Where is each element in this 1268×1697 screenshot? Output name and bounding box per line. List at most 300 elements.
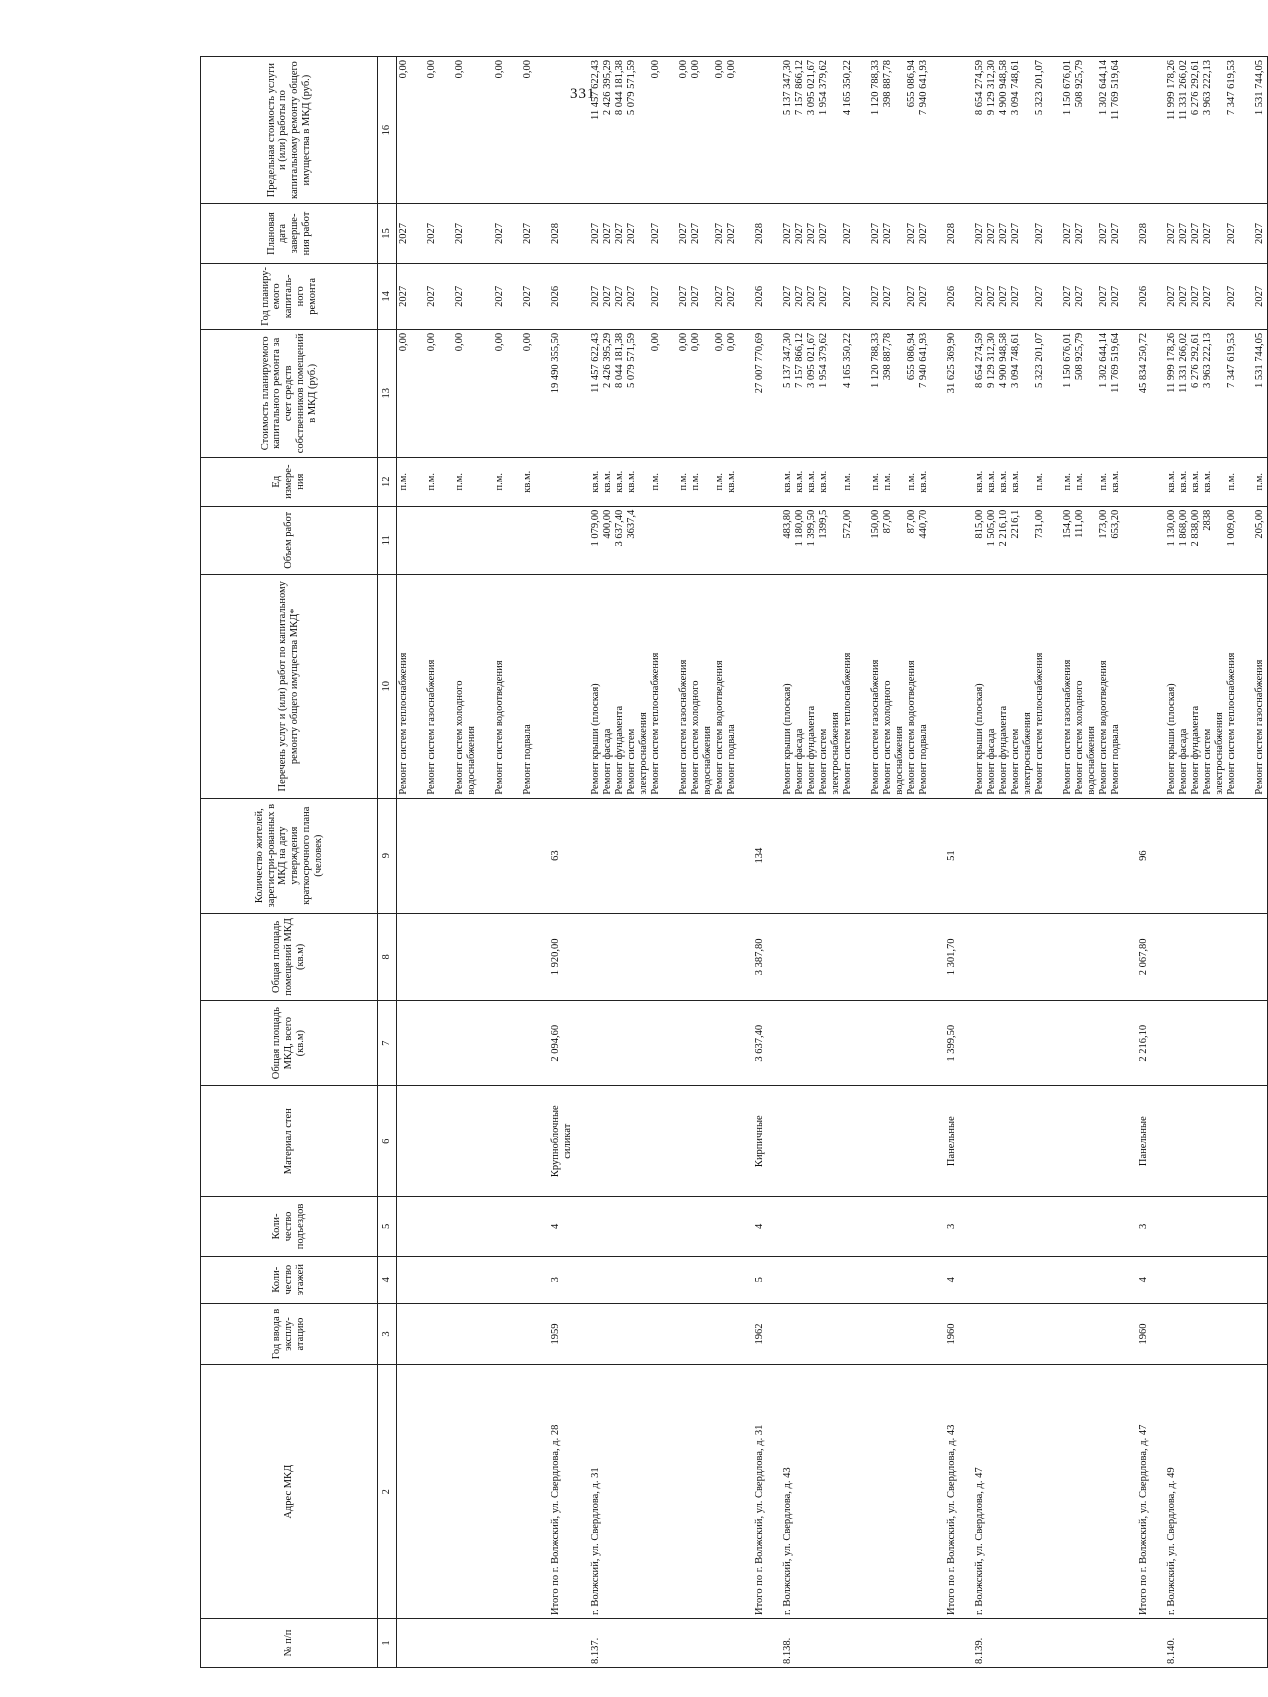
spacer-cell	[479, 574, 493, 798]
spacer-cell	[1123, 263, 1137, 329]
cell-c3: 1962	[753, 1303, 767, 1365]
cell-c9	[1165, 798, 1239, 913]
cell-c11	[677, 506, 739, 574]
cell-c3	[493, 1303, 507, 1365]
cell-line: 87,00	[905, 509, 917, 534]
cell-line: п.м.	[1253, 472, 1265, 491]
cell-c5	[453, 1197, 479, 1257]
spacer-cell	[507, 1619, 521, 1668]
cell-line: п.м.	[1225, 472, 1237, 491]
spacer-cell	[663, 1303, 677, 1365]
cell-c13	[1253, 329, 1268, 457]
cell-c6	[973, 1086, 1047, 1197]
cell-line: 2027	[781, 222, 793, 244]
spacer-cell	[959, 204, 973, 264]
spacer-cell	[1151, 1303, 1165, 1365]
cell-line: Ремонт фундамента	[997, 705, 1009, 795]
cell-line	[702, 333, 714, 454]
spacer-cell	[507, 1197, 521, 1257]
cell-line: 2027	[1189, 285, 1201, 307]
row-spacer	[575, 57, 589, 1668]
cell-line: 1 531 744,05	[1253, 332, 1265, 388]
spacer-cell	[1047, 1256, 1061, 1303]
cell-line: 1 180,00	[793, 509, 805, 547]
spacer-cell	[439, 1303, 453, 1365]
cell-c6: Панельные	[945, 1086, 959, 1197]
cell-c3	[589, 1303, 663, 1365]
spacer-cell	[535, 913, 549, 1000]
cell-c9	[521, 798, 535, 913]
cell-line: Ремонт фасада	[793, 728, 805, 795]
cell-c2: Итого по г. Волжский, ул. Свердлова, д. 31	[753, 1365, 767, 1619]
cell-line: 6 276 292,61	[1189, 60, 1201, 116]
cell-line: 2027	[1177, 285, 1189, 307]
cell-line: Ремонт систем	[1201, 728, 1213, 795]
cell-line: п.м.	[841, 472, 853, 491]
cell-c2	[493, 1365, 507, 1619]
cell-c6	[781, 1086, 855, 1197]
spacer-cell	[1239, 1086, 1253, 1197]
spacer-cell	[411, 506, 425, 574]
cell-line: 2027	[713, 222, 725, 244]
cell-c3: 1960	[1137, 1303, 1151, 1365]
cell-line: 1 120 788,33	[869, 60, 881, 116]
column-header-1: № п/п	[201, 1619, 378, 1668]
cell-line: 2027	[1109, 285, 1121, 307]
row-spacer	[507, 57, 521, 1668]
cell-line	[702, 207, 714, 260]
cell-line: 2027	[601, 222, 613, 244]
spacer-cell	[1239, 574, 1253, 798]
cell-c14	[521, 263, 535, 329]
cell-line	[726, 510, 738, 571]
spacer-cell	[663, 798, 677, 913]
cell-c4	[493, 1256, 507, 1303]
cell-line: 205,00	[1253, 509, 1265, 539]
cell-line: 508 925,79	[1073, 332, 1085, 381]
cell-line: 9 129 312,30	[985, 60, 997, 116]
cell-c14	[493, 263, 507, 329]
cell-c4	[973, 1256, 1047, 1303]
column-number-8: 8	[378, 913, 397, 1000]
spacer-cell	[1123, 913, 1137, 1000]
cell-line: 2027	[454, 222, 465, 244]
spacer-cell	[535, 57, 549, 204]
cell-c13	[973, 329, 1047, 457]
cell-c15	[753, 204, 767, 264]
cell-line: 2027	[869, 222, 881, 244]
cell-line	[426, 510, 438, 571]
spacer-cell	[663, 57, 677, 204]
cell-line	[550, 461, 562, 503]
cell-line: 2027	[522, 222, 533, 244]
cell-line	[522, 510, 534, 571]
cell-line: 154,00	[1061, 509, 1073, 539]
column-header-15: Плановая дата заверше-ния работ	[201, 204, 378, 264]
table-row	[521, 57, 535, 1668]
spacer-cell	[575, 204, 589, 264]
spacer-cell	[959, 457, 973, 506]
spacer-cell	[1239, 1303, 1253, 1365]
cell-c7	[589, 1001, 663, 1086]
cell-line: Ремонт систем теплоснабжения	[841, 652, 853, 795]
spacer-cell	[479, 57, 493, 204]
spacer-cell	[1239, 329, 1253, 457]
cell-line: Ремонт систем теплоснабжения	[1225, 652, 1237, 795]
cell-c8	[677, 913, 739, 1000]
cell-line: кв.м.	[1009, 470, 1021, 493]
cell-c2	[521, 1365, 535, 1619]
spacer-cell	[1151, 574, 1165, 798]
spacer-cell	[739, 798, 753, 913]
cell-c6	[521, 1086, 535, 1197]
spacer-cell	[507, 1001, 521, 1086]
spacer-cell	[959, 1001, 973, 1086]
cell-line: п.м.	[1061, 472, 1073, 491]
cell-c15	[589, 204, 663, 264]
spacer-cell	[931, 1303, 945, 1365]
cell-c12	[589, 457, 663, 506]
cell-line	[830, 510, 842, 571]
cell-c1	[549, 1619, 575, 1668]
cell-c4	[677, 1256, 739, 1303]
spacer-cell	[507, 798, 521, 913]
spacer-cell	[575, 1086, 589, 1197]
spacer-cell	[507, 506, 521, 574]
cell-c16	[781, 57, 855, 204]
cell-c8	[397, 913, 412, 1000]
cell-line	[894, 207, 906, 260]
cell-line	[754, 461, 766, 503]
cell-line	[454, 510, 466, 571]
spacer-cell	[1123, 1256, 1137, 1303]
cell-c7: 2 094,60	[549, 1001, 575, 1086]
spacer-cell	[663, 913, 677, 1000]
spacer-cell	[855, 1256, 869, 1303]
spacer-cell	[1239, 57, 1253, 204]
spacer-cell	[1151, 457, 1165, 506]
cell-c9: 96	[1137, 798, 1151, 913]
cell-line: Ремонт систем теплоснабжения	[1033, 652, 1045, 795]
cell-c15	[781, 204, 855, 264]
cell-line	[1214, 267, 1226, 326]
spacer-cell	[575, 1001, 589, 1086]
cell-c1: 8.139.	[973, 1619, 1047, 1668]
cell-c4	[781, 1256, 855, 1303]
cell-line	[702, 60, 714, 200]
cell-line: Ремонт систем холодного	[881, 680, 893, 795]
cell-line: 7 157 866,12	[793, 332, 805, 388]
cell-c7	[973, 1001, 1047, 1086]
cell-c4	[397, 1256, 412, 1303]
cell-line: 2 838,00	[1189, 509, 1201, 547]
cell-line: 2028	[945, 222, 957, 244]
cell-c9	[453, 798, 479, 913]
spacer-cell	[739, 1303, 753, 1365]
cell-c11	[589, 506, 663, 574]
spacer-cell	[959, 1086, 973, 1197]
cell-c14	[453, 263, 479, 329]
spacer-cell	[479, 913, 493, 1000]
cell-c2: г. Волжский, ул. Свердлова, д. 47	[973, 1365, 1047, 1619]
cell-c2: г. Волжский, ул. Свердлова, д. 31	[589, 1365, 663, 1619]
column-header-10: Перечень услуг и (или) работ по капитальному ремонту общего имущества МКД*	[201, 574, 378, 798]
cell-line: 2027	[398, 285, 409, 307]
spacer-cell	[1047, 1303, 1061, 1365]
cell-line: 1 954 379,62	[817, 332, 829, 388]
cell-c16	[493, 57, 507, 204]
cell-c11	[397, 506, 412, 574]
cell-line: 2027	[613, 222, 625, 244]
cell-line: 2027	[805, 285, 817, 307]
cell-line: 0,00	[649, 60, 661, 79]
cell-line	[754, 578, 766, 795]
spacer-cell	[439, 1001, 453, 1086]
column-header-7: Общая площадь МКД, всего (кв.м)	[201, 1001, 378, 1086]
cell-line: 2 426 395,29	[601, 60, 613, 116]
cell-line: 2027	[1165, 222, 1177, 244]
cell-c13	[753, 329, 767, 457]
cell-c2	[1061, 1365, 1123, 1619]
spacer-cell	[1047, 1001, 1061, 1086]
cell-c3	[973, 1303, 1047, 1365]
spacer-cell	[575, 913, 589, 1000]
cell-c14	[781, 263, 855, 329]
spacer-cell	[535, 204, 549, 264]
row-spacer	[959, 57, 973, 1668]
cell-line: Ремонт подвала	[917, 724, 929, 795]
cell-line: 2 426 395,29	[601, 332, 613, 388]
cell-line: 5 079 571,59	[625, 332, 637, 388]
cell-c10	[589, 574, 663, 798]
spacer-cell	[411, 1619, 425, 1668]
cell-c12	[453, 457, 479, 506]
spacer-cell	[959, 913, 973, 1000]
cell-line: 2027	[1189, 222, 1201, 244]
capital-repair-table	[200, 56, 1268, 1668]
spacer-cell	[1123, 506, 1137, 574]
table-row	[1137, 57, 1151, 1668]
spacer-cell	[1123, 1303, 1137, 1365]
cell-line: 2027	[426, 285, 437, 307]
spacer-cell	[1151, 913, 1165, 1000]
rotated-table-page	[200, 56, 1265, 1668]
cell-line: 2027	[1253, 222, 1265, 244]
cell-c14	[945, 263, 959, 329]
cell-c9	[869, 798, 931, 913]
spacer-cell	[1047, 263, 1061, 329]
spacer-cell	[767, 1001, 781, 1086]
spacer-cell	[411, 1001, 425, 1086]
cell-c8	[493, 913, 507, 1000]
cell-line: Ремонт систем	[1009, 728, 1021, 795]
cell-line: п.м.	[713, 472, 725, 491]
cell-c9	[677, 798, 739, 913]
cell-line: 0,00	[454, 332, 465, 352]
table-row	[453, 57, 479, 1668]
column-number-5: 5	[378, 1197, 397, 1257]
spacer-cell	[535, 1086, 549, 1197]
cell-line	[1086, 60, 1098, 200]
cell-c14	[753, 263, 767, 329]
spacer-cell	[663, 1619, 677, 1668]
cell-c4	[1061, 1256, 1123, 1303]
cell-c10	[945, 574, 959, 798]
column-number-row	[378, 57, 397, 1668]
column-number-16: 16	[378, 57, 397, 204]
spacer-cell	[1123, 57, 1137, 204]
spacer-cell	[507, 1256, 521, 1303]
spacer-cell	[855, 1001, 869, 1086]
spacer-cell	[439, 1086, 453, 1197]
cell-c1: 8.138.	[781, 1619, 855, 1668]
cell-c11	[425, 506, 439, 574]
spacer-cell	[575, 798, 589, 913]
spacer-cell	[663, 263, 677, 329]
cell-c10	[1253, 574, 1268, 798]
table-row	[869, 57, 931, 1668]
column-header-12: Ед измере-ния	[201, 457, 378, 506]
cell-line: 2027	[1009, 285, 1021, 307]
cell-line: 0,00	[725, 332, 737, 352]
cell-c8: 2 067,80	[1137, 913, 1151, 1000]
table-row	[397, 57, 412, 1668]
spacer-cell	[479, 1086, 493, 1197]
spacer-cell	[855, 1365, 869, 1619]
cell-line: 27 007 770,69	[753, 332, 765, 394]
cell-c6: Панельные	[1137, 1086, 1151, 1197]
cell-line: 2026	[1137, 285, 1149, 307]
cell-c3	[1061, 1303, 1123, 1365]
cell-c1	[869, 1619, 931, 1668]
cell-c8: 3 387,80	[753, 913, 767, 1000]
spacer-cell	[739, 329, 753, 457]
cell-c2: г. Волжский, ул. Свердлова, д. 49	[1165, 1365, 1239, 1619]
cell-line: кв.м.	[781, 470, 793, 493]
spacer-cell	[767, 798, 781, 913]
cell-c1	[677, 1619, 739, 1668]
cell-c15	[493, 204, 507, 264]
spacer-cell	[959, 1197, 973, 1257]
cell-line	[550, 578, 562, 795]
spacer-cell	[931, 1197, 945, 1257]
column-number-15: 15	[378, 204, 397, 264]
cell-c12	[869, 457, 931, 506]
cell-line	[946, 60, 958, 200]
spacer-cell	[1151, 329, 1165, 457]
spacer-cell	[739, 204, 753, 264]
cell-c16	[869, 57, 931, 204]
spacer-cell	[767, 574, 781, 798]
spacer-cell	[507, 204, 521, 264]
cell-c7	[781, 1001, 855, 1086]
cell-line: 0,00	[398, 60, 409, 79]
cell-c9: 134	[753, 798, 767, 913]
cell-c10	[493, 574, 507, 798]
cell-c15	[397, 204, 412, 264]
cell-line: кв.м.	[793, 470, 805, 493]
spacer-cell	[1239, 1256, 1253, 1303]
cell-c12	[1253, 457, 1268, 506]
row-spacer	[1047, 57, 1061, 1668]
cell-line: 3 095 021,67	[805, 332, 817, 388]
cell-line: 0,00	[454, 60, 465, 79]
cell-line: 2027	[1097, 222, 1109, 244]
spacer-cell	[411, 329, 425, 457]
cell-c14	[397, 263, 412, 329]
cell-line: Ремонт систем теплоснабжения	[398, 652, 409, 795]
cell-line: Ремонт фасада	[985, 728, 997, 795]
spacer-cell	[507, 457, 521, 506]
spacer-cell	[767, 1365, 781, 1619]
cell-line	[638, 333, 650, 454]
spacer-cell	[931, 798, 945, 913]
spacer-cell	[855, 1619, 869, 1668]
cell-c6	[425, 1086, 439, 1197]
cell-c1	[1253, 1619, 1268, 1668]
cell-c4: 5	[753, 1256, 767, 1303]
cell-line: 2027	[689, 285, 701, 307]
cell-c8	[973, 913, 1047, 1000]
cell-c6: Крупноблочные силикат	[549, 1086, 575, 1197]
cell-line: 2027	[625, 222, 637, 244]
spacer-cell	[1123, 329, 1137, 457]
spacer-cell	[959, 1303, 973, 1365]
cell-line: 0,00	[494, 332, 505, 352]
cell-line: Ремонт подвала	[522, 724, 533, 795]
cell-line: 4 900 948,58	[997, 332, 1009, 388]
column-number-1: 1	[378, 1619, 397, 1668]
cell-line: 2027	[725, 222, 737, 244]
spacer-cell	[739, 1365, 753, 1619]
cell-line: 11 769 519,64	[1109, 332, 1121, 393]
cell-line: кв.м.	[725, 470, 737, 493]
cell-line	[1022, 461, 1034, 503]
spacer-cell	[1239, 1365, 1253, 1619]
spacer-cell	[479, 798, 493, 913]
cell-line: водоснабжения	[701, 726, 713, 795]
cell-line: 2026	[945, 285, 957, 307]
spacer-cell	[1123, 574, 1137, 798]
cell-line: 0,00	[649, 332, 661, 352]
cell-line: 8 044 181,38	[613, 60, 625, 116]
cell-c1	[753, 1619, 767, 1668]
cell-line	[678, 510, 690, 571]
spacer-cell	[931, 506, 945, 574]
column-number-6: 6	[378, 1086, 397, 1197]
cell-line	[638, 461, 650, 503]
cell-line	[830, 207, 842, 260]
column-header-16: Предельная стоимость услуги и (или) работы по капитальному ремонту общего имущества в МКД (руб.)	[201, 57, 378, 204]
spacer-cell	[1123, 204, 1137, 264]
spacer-cell	[439, 798, 453, 913]
cell-c15	[1137, 204, 1151, 264]
cell-line: 2028	[1137, 222, 1149, 244]
spacer-cell	[1151, 1001, 1165, 1086]
column-number-2: 2	[378, 1365, 397, 1619]
cell-c6	[453, 1086, 479, 1197]
cell-line: 2028	[753, 222, 765, 244]
cell-c11	[453, 506, 479, 574]
cell-c16	[753, 57, 767, 204]
cell-line	[1138, 60, 1150, 200]
cell-line: Ремонт крыши (плоская)	[973, 683, 985, 795]
spacer-cell	[739, 506, 753, 574]
cell-line: 572,00	[841, 509, 853, 539]
cell-line: 11 457 622,43	[589, 332, 601, 393]
spacer-cell	[479, 1303, 493, 1365]
cell-c15	[521, 204, 535, 264]
